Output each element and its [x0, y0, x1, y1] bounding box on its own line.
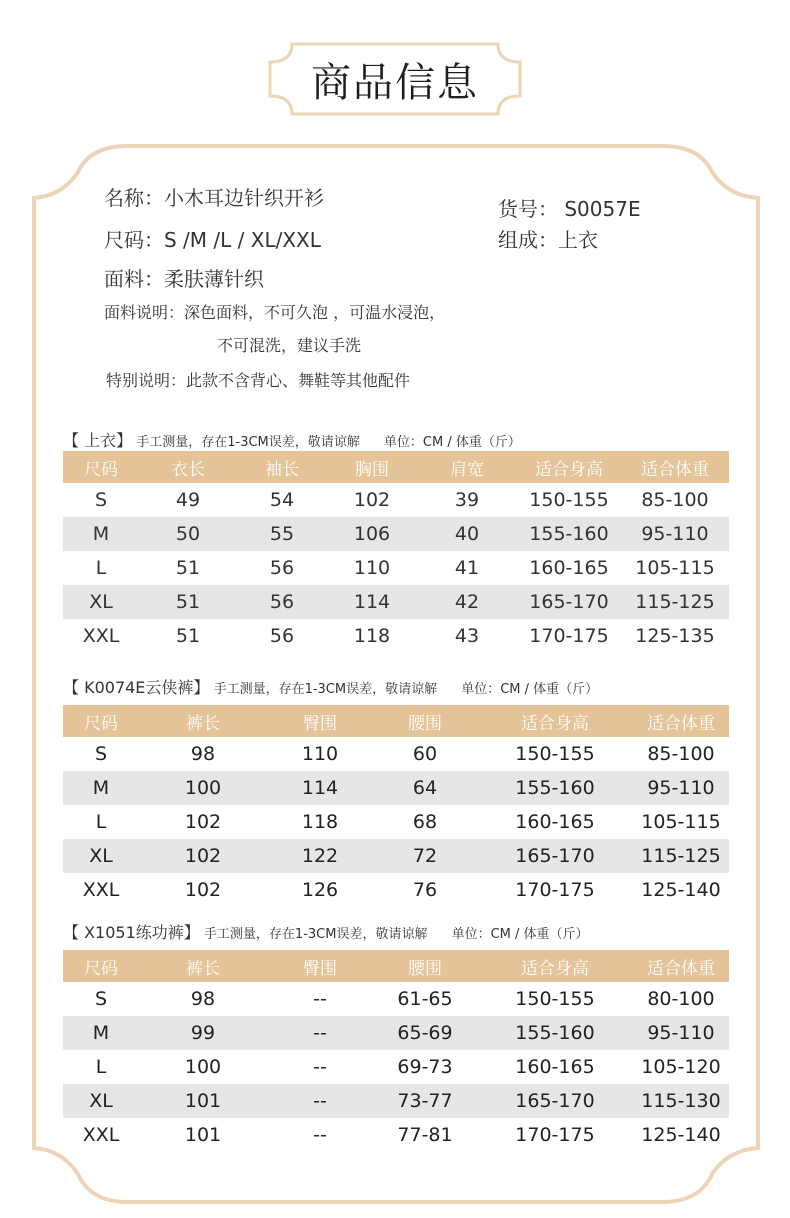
cell: 165-170: [477, 839, 633, 873]
cell: 125-135: [635, 625, 715, 647]
header-cell: 适合身高: [477, 705, 633, 737]
cell: 95-110: [633, 1016, 729, 1050]
cell: 105-115: [641, 811, 721, 833]
cell: 115-130: [633, 1084, 729, 1118]
special-note: 特别说明：此款不含背心、舞鞋等其他配件: [106, 371, 411, 390]
cell: 42: [417, 585, 517, 619]
cell: 64: [373, 771, 477, 805]
cell: S: [94, 743, 108, 765]
cell: 56: [269, 625, 295, 647]
cell: 50: [139, 517, 237, 551]
size-table-k0074e: [63, 705, 729, 907]
cell: 55: [237, 517, 327, 551]
table-label: 【 上衣】: [63, 431, 133, 450]
fabric-note-line2: 不可混洗，建议手洗: [217, 336, 362, 355]
cell: 98: [190, 988, 216, 1010]
cell: 95-110: [621, 517, 729, 551]
table-caption: [63, 675, 598, 698]
table-row: [63, 517, 729, 551]
cell: 43: [454, 625, 480, 647]
header-cell: 衣长: [139, 451, 237, 483]
cell: L: [95, 811, 107, 833]
table-row: [63, 805, 729, 839]
cell: 115-125: [633, 839, 729, 873]
page-title: 商品信息: [311, 59, 479, 106]
header-cell: 肩宽: [417, 451, 517, 483]
cell: 114: [267, 771, 373, 805]
cell: 170-175: [515, 1124, 595, 1146]
cell: 51: [175, 625, 201, 647]
header-cell: 适合身高: [517, 451, 621, 483]
cell: 105-115: [635, 557, 715, 579]
cell: 150-155: [529, 489, 609, 511]
cell: M: [63, 771, 139, 805]
cell: XXL: [82, 879, 120, 901]
cell: 170-175: [515, 879, 595, 901]
table-row: [63, 585, 729, 619]
table-unit: 单位：CM / 体重（斤）: [461, 682, 599, 697]
header-cell: 袖长: [237, 451, 327, 483]
cell: 72: [373, 839, 477, 873]
cell: 99: [139, 1016, 267, 1050]
cell: 165-170: [477, 1084, 633, 1118]
cell: 102: [139, 839, 267, 873]
table-row: [63, 982, 729, 1016]
cell: XL: [63, 585, 139, 619]
cell: 125-140: [641, 879, 721, 901]
cell: 95-110: [633, 771, 729, 805]
cell: 85-100: [641, 489, 709, 511]
table-row: [63, 873, 729, 907]
table-row: [63, 1118, 729, 1152]
product-fabric: 面料：柔肤薄针织: [104, 267, 264, 291]
table-row: [63, 737, 729, 771]
cell: L: [95, 557, 107, 579]
table-caption: [63, 920, 589, 943]
cell: 98: [190, 743, 216, 765]
cell: 51: [175, 557, 201, 579]
cell: 65-69: [373, 1016, 477, 1050]
cell: 39: [454, 489, 480, 511]
table-row: [63, 1016, 729, 1050]
header-cell: 适合体重: [621, 451, 729, 483]
cell: 51: [139, 585, 237, 619]
cell: 155-160: [477, 1016, 633, 1050]
table-caption: [63, 428, 521, 451]
table-note: 手工测量，存在1-3CM误差，敬请谅解: [213, 682, 438, 697]
product-composition: 组成：上衣: [498, 228, 598, 252]
table-label: 【 X1051练功裤】: [63, 923, 200, 942]
cell: 126: [301, 879, 339, 901]
cell: 56: [269, 557, 295, 579]
cell: 125-140: [641, 1124, 721, 1146]
header-cell: 适合体重: [633, 950, 729, 982]
header-cell: 适合身高: [477, 950, 633, 982]
table-header-row: [63, 950, 729, 982]
table-row: [63, 551, 729, 585]
table-row: [63, 839, 729, 873]
cell: 100: [139, 771, 267, 805]
cell: 102: [184, 811, 222, 833]
header-cell: 裤长: [139, 950, 267, 982]
cell: 60: [412, 743, 438, 765]
table-header-row: [63, 705, 729, 737]
size-table-top: [63, 451, 729, 653]
cell: 110: [301, 743, 339, 765]
table-label: 【 K0074E云侠裤】: [63, 678, 210, 697]
cell: 118: [301, 811, 339, 833]
product-size: 尺码：S /M /L / XL/XXL: [104, 228, 321, 252]
cell: 73-77: [373, 1084, 477, 1118]
cell: 77-81: [397, 1124, 453, 1146]
header-cell: 适合体重: [633, 705, 729, 737]
header-cell: 尺码: [63, 705, 139, 737]
cell: 170-175: [529, 625, 609, 647]
cell: L: [95, 1056, 107, 1078]
header-cell: 臀围: [267, 705, 373, 737]
header-cell: 腰围: [373, 705, 477, 737]
cell: 68: [412, 811, 438, 833]
cell: M: [63, 517, 139, 551]
cell: 118: [353, 625, 391, 647]
cell: 102: [184, 879, 222, 901]
cell: S: [94, 988, 108, 1010]
cell: 40: [417, 517, 517, 551]
cell: 110: [353, 557, 391, 579]
fabric-note-line1: 面料说明：深色面料，不可久泡 ，可温水浸泡，: [104, 303, 446, 322]
cell: 56: [237, 585, 327, 619]
cell: 41: [454, 557, 480, 579]
cell: XL: [63, 839, 139, 873]
cell: 102: [353, 489, 391, 511]
cell: 101: [139, 1084, 267, 1118]
cell: --: [267, 1016, 373, 1050]
header-cell: 胸围: [327, 451, 417, 483]
cell: 80-100: [647, 988, 715, 1010]
cell: M: [63, 1016, 139, 1050]
cell: 106: [327, 517, 417, 551]
cell: --: [313, 1124, 327, 1146]
table-row: [63, 771, 729, 805]
table-note: 手工测量，存在1-3CM误差，敬请谅解: [203, 927, 428, 942]
cell: 61-65: [397, 988, 453, 1010]
table-header-row: [63, 451, 729, 483]
product-name: 名称：小木耳边针织开衫: [104, 186, 324, 210]
cell: --: [313, 1056, 327, 1078]
header-cell: 尺码: [63, 451, 139, 483]
cell: 155-160: [477, 771, 633, 805]
cell: XL: [63, 1084, 139, 1118]
cell: 76: [412, 879, 438, 901]
cell: 100: [184, 1056, 222, 1078]
cell: 85-100: [647, 743, 715, 765]
cell: 150-155: [515, 988, 595, 1010]
cell: XXL: [82, 625, 120, 647]
table-unit: 单位：CM / 体重（斤）: [383, 435, 521, 450]
cell: S: [94, 489, 108, 511]
header-cell: 臀围: [267, 950, 373, 982]
cell: XXL: [82, 1124, 120, 1146]
cell: 49: [175, 489, 201, 511]
cell: --: [267, 1084, 373, 1118]
header-cell: 尺码: [63, 950, 139, 982]
table-row: [63, 483, 729, 517]
cell: 155-160: [517, 517, 621, 551]
table-row: [63, 619, 729, 653]
cell: 160-165: [529, 557, 609, 579]
cell: 101: [184, 1124, 222, 1146]
cell: 105-120: [641, 1056, 721, 1078]
product-item-no: 货号： S0057E: [498, 197, 641, 221]
cell: 69-73: [397, 1056, 453, 1078]
table-row: [63, 1050, 729, 1084]
cell: 165-170: [517, 585, 621, 619]
table-unit: 单位：CM / 体重（斤）: [451, 927, 589, 942]
size-table-x1051: [63, 950, 729, 1152]
cell: 115-125: [621, 585, 729, 619]
cell: 150-155: [515, 743, 595, 765]
cell: 122: [267, 839, 373, 873]
cell: 114: [327, 585, 417, 619]
cell: 160-165: [515, 811, 595, 833]
cell: --: [313, 988, 327, 1010]
header-cell: 裤长: [139, 705, 267, 737]
table-row: [63, 1084, 729, 1118]
cell: 54: [269, 489, 295, 511]
table-note: 手工测量，存在1-3CM误差，敬请谅解: [136, 435, 360, 450]
header-cell: 腰围: [373, 950, 477, 982]
cell: 160-165: [515, 1056, 595, 1078]
